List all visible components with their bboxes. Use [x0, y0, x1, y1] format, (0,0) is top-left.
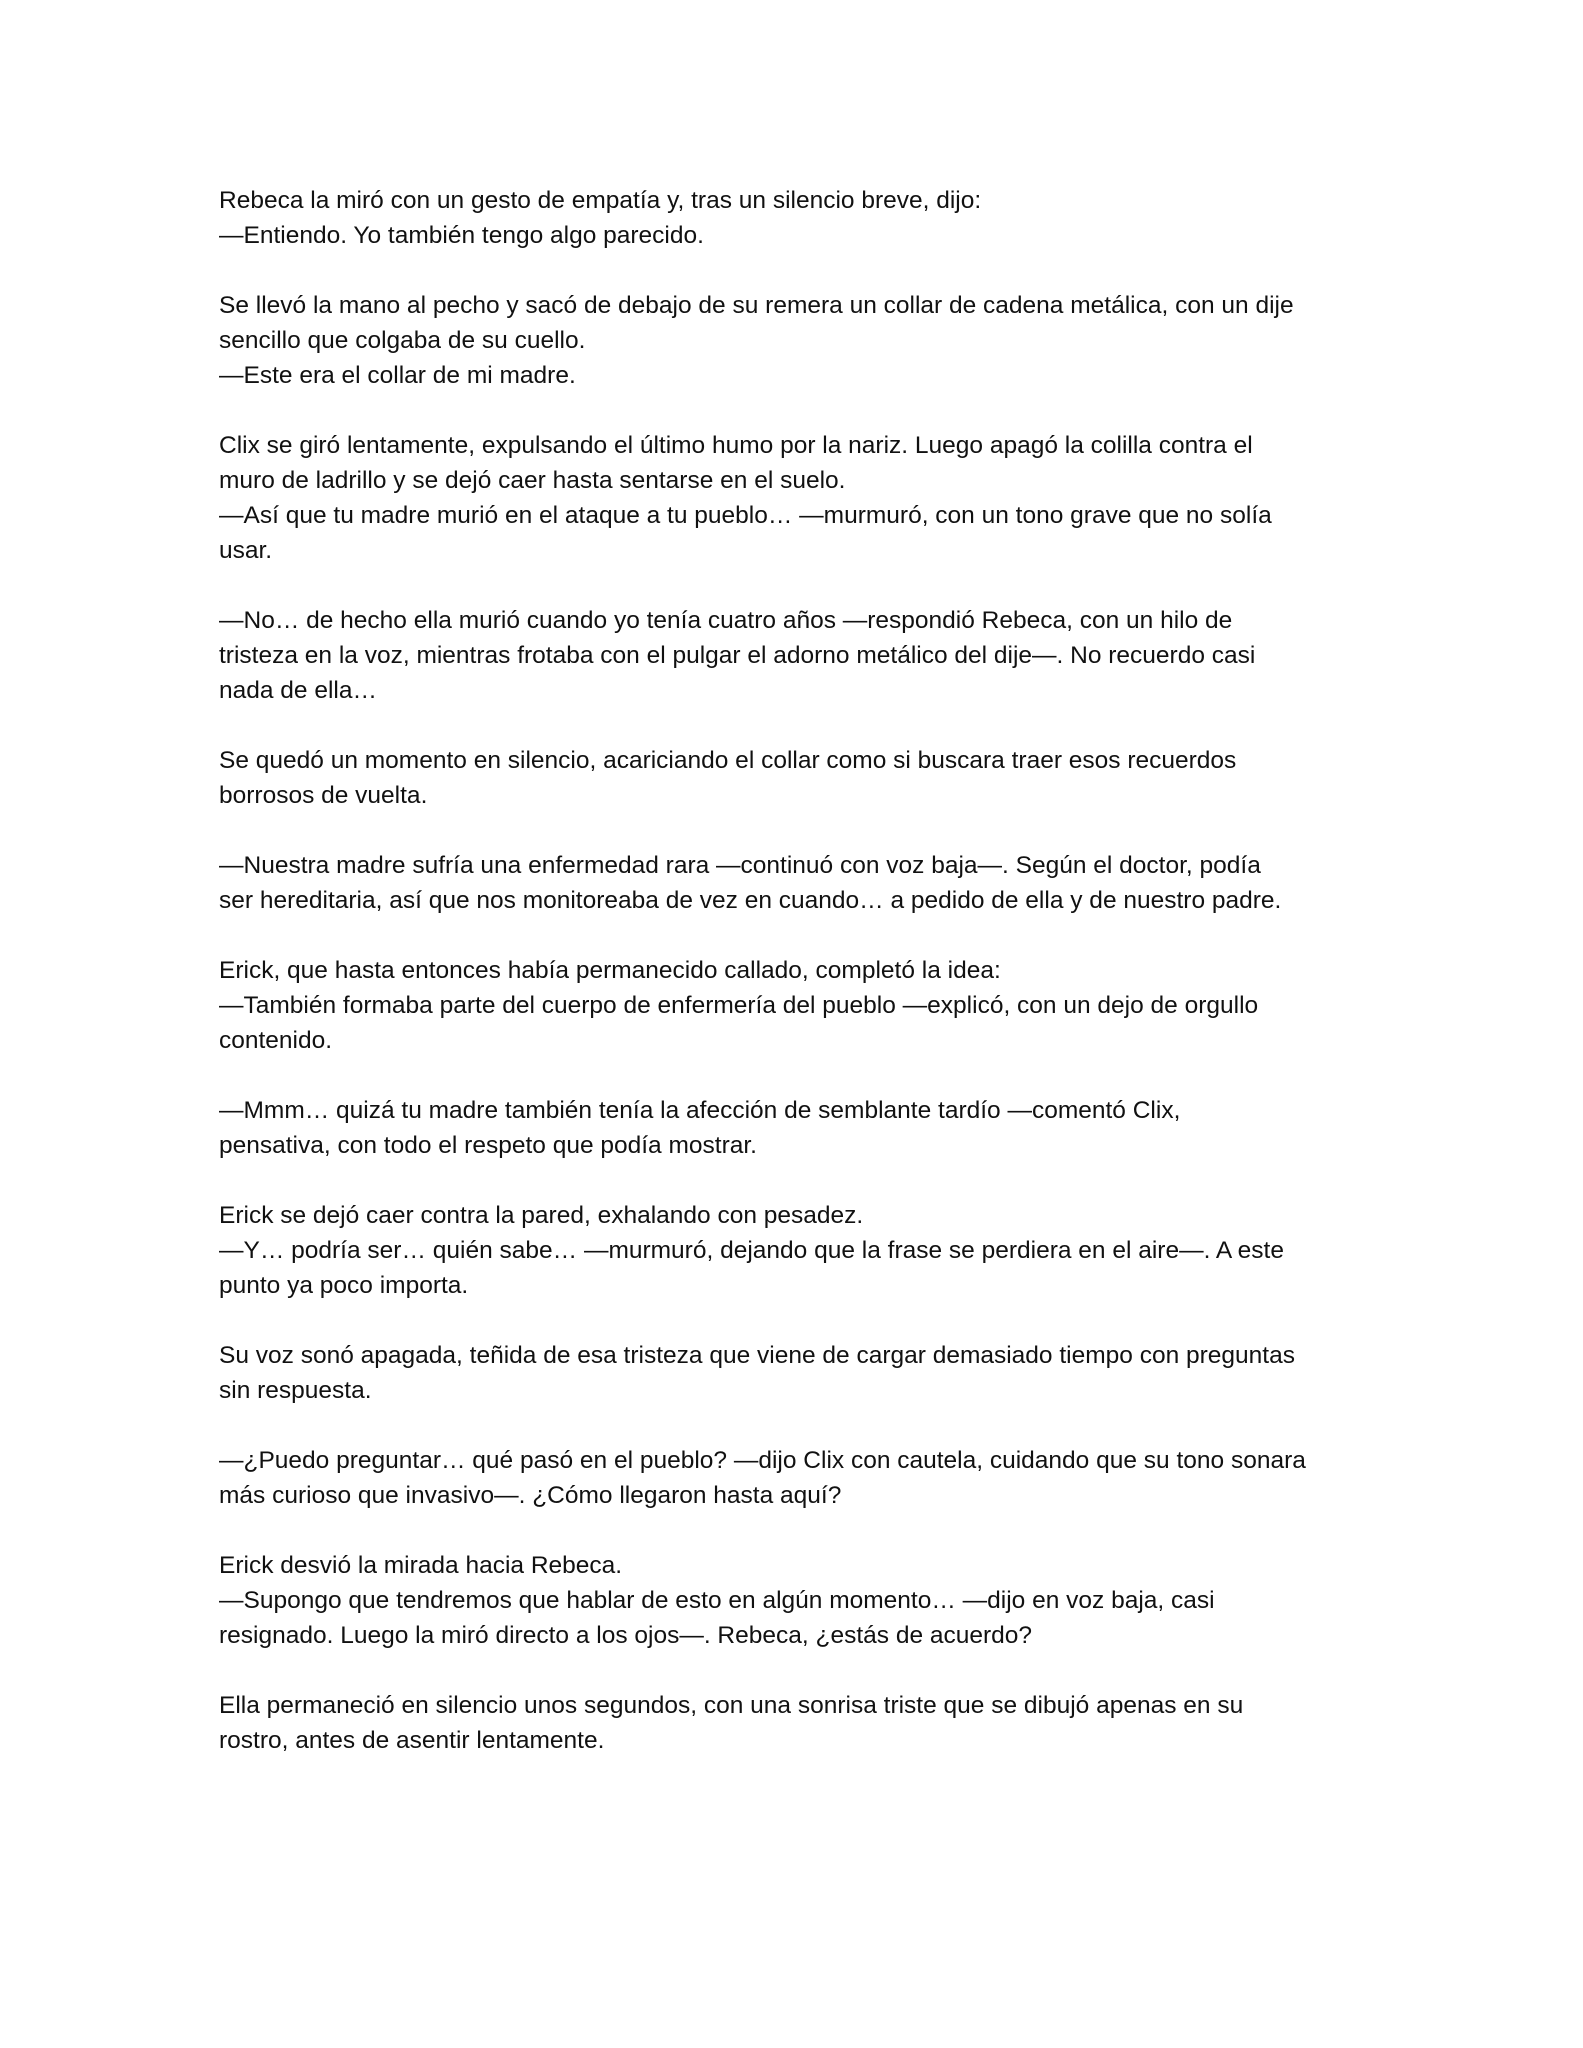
text-line: usar.	[219, 537, 273, 564]
text-line: Se quedó un momento en silencio, acariciando el collar como si buscara traer esos recuerdos	[219, 747, 1237, 774]
text-line: Erick se dejó caer contra la pared, exhalando con pesadez.	[219, 1202, 864, 1229]
text-line: Rebeca la miró con un gesto de empatía y, tras un silencio breve, dijo:	[219, 187, 982, 214]
text-line: borrosos de vuelta.	[219, 782, 428, 809]
text-line: contenido.	[219, 1027, 333, 1054]
text-line: —Y… podría ser… quién sabe… —murmuró, dejando que la frase se perdiera en el aire—. A este	[219, 1237, 1284, 1264]
paragraph	[219, 428, 1374, 568]
text-line: Erick desvió la mirada hacia Rebeca.	[219, 1552, 623, 1579]
paragraph	[219, 1338, 1374, 1408]
text-line: nada de ella…	[219, 677, 378, 704]
paragraph	[219, 1198, 1374, 1303]
text-line: Erick, que hasta entonces había permanecido callado, completó la idea:	[219, 957, 1001, 984]
text-line: ser hereditaria, así que nos monitoreaba de vez en cuando… a pedido de ella y de nuestro padre.	[219, 887, 1282, 914]
paragraph	[219, 1548, 1374, 1653]
text-line: Clix se giró lentamente, expulsando el último humo por la nariz. Luego apagó la colilla contra el	[219, 432, 1253, 459]
text-line: Se llevó la mano al pecho y sacó de debajo de su remera un collar de cadena metálica, con un dije	[219, 292, 1294, 319]
text-line: —Entiendo. Yo también tengo algo parecido.	[219, 222, 704, 249]
text-line: —Así que tu madre murió en el ataque a tu pueblo… —murmuró, con un tono grave que no solía	[219, 502, 1272, 529]
text-line: —Nuestra madre sufría una enfermedad rara —continuó con voz baja—. Según el doctor, podía	[219, 852, 1261, 879]
paragraph	[219, 1688, 1374, 1758]
text-line: —No… de hecho ella murió cuando yo tenía cuatro años —respondió Rebeca, con un hilo de	[219, 607, 1233, 634]
text-line: sin respuesta.	[219, 1377, 372, 1404]
paragraph	[219, 288, 1374, 393]
text-line: —También formaba parte del cuerpo de enfermería del pueblo —explicó, con un dejo de orgullo	[219, 992, 1259, 1019]
text-line: rostro, antes de asentir lentamente.	[219, 1727, 605, 1754]
paragraph	[219, 1443, 1374, 1513]
text-line: pensativa, con todo el respeto que podía mostrar.	[219, 1132, 757, 1159]
paragraph	[219, 603, 1374, 708]
paragraph	[219, 743, 1374, 813]
text-line: resignado. Luego la miró directo a los ojos—. Rebeca, ¿estás de acuerdo?	[219, 1622, 1033, 1649]
text-line: —Mmm… quizá tu madre también tenía la afección de semblante tardío —comentó Clix,	[219, 1097, 1181, 1124]
text-line: Ella permaneció en silencio unos segundos, con una sonrisa triste que se dibujó apenas en su	[219, 1692, 1244, 1719]
text-line: más curioso que invasivo—. ¿Cómo llegaron hasta aquí?	[219, 1482, 842, 1509]
text-line: tristeza en la voz, mientras frotaba con el pulgar el adorno metálico del dije—. No recuerdo casi	[219, 642, 1256, 669]
text-line: sencillo que colgaba de su cuello.	[219, 327, 586, 354]
text-line: —Supongo que tendremos que hablar de esto en algún momento… —dijo en voz baja, casi	[219, 1587, 1215, 1614]
paragraph	[219, 183, 1374, 253]
document-body	[219, 183, 1374, 1758]
text-line: —Este era el collar de mi madre.	[219, 362, 576, 389]
paragraph	[219, 953, 1374, 1058]
paragraph	[219, 1093, 1374, 1163]
text-line: —¿Puedo preguntar… qué pasó en el pueblo? —dijo Clix con cautela, cuidando que su tono sonara	[219, 1447, 1306, 1474]
paragraph	[219, 848, 1374, 918]
text-line: punto ya poco importa.	[219, 1272, 469, 1299]
text-line: Su voz sonó apagada, teñida de esa tristeza que viene de cargar demasiado tiempo con preguntas	[219, 1342, 1295, 1369]
text-line: muro de ladrillo y se dejó caer hasta sentarse en el suelo.	[219, 467, 846, 494]
